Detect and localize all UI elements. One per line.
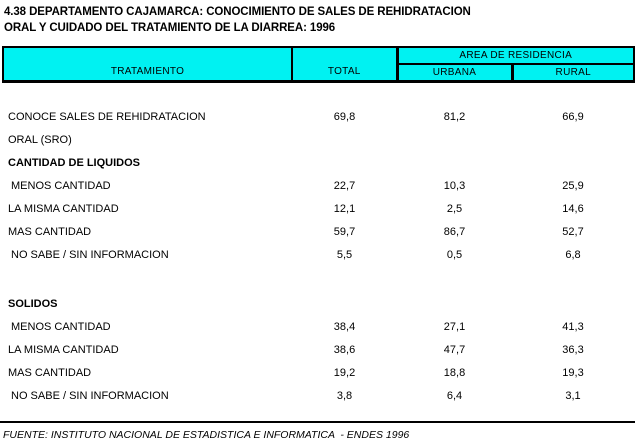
table-title: [0, 0, 635, 36]
spacer-row: [3, 267, 634, 293]
row-label: ORAL (SRO): [8, 134, 72, 147]
row-label: CONOCE SALES DE REHIDRATACION: [8, 111, 206, 124]
value-urbana: 27,1: [443, 321, 466, 334]
value-rural: 3,1: [565, 390, 581, 403]
value-urbana: 10,3: [443, 180, 466, 193]
value-rural: 25,9: [562, 180, 584, 193]
row-label: CANTIDAD DE LIQUIDOS: [8, 157, 140, 170]
table-row: [3, 221, 634, 244]
value-urbana: [397, 152, 512, 175]
value-rural: 14,6: [562, 203, 584, 216]
spacer-cell: [3, 267, 634, 293]
value-total: [292, 129, 397, 152]
column-header-total: TOTAL: [292, 47, 397, 82]
value-urbana: 86,7: [443, 226, 466, 239]
table-row: [3, 293, 634, 316]
table-row: [3, 152, 634, 175]
value-rural: [512, 293, 634, 316]
column-header-area-de-residencia: AREA DE RESIDENCIA: [397, 47, 634, 64]
value-rural: 41,3: [562, 321, 584, 334]
value-total: 38,4: [333, 321, 356, 334]
statistics-table: [2, 46, 635, 408]
value-total: 12,1: [333, 203, 356, 216]
value-urbana: 18,8: [443, 367, 466, 380]
value-rural: [512, 129, 634, 152]
table-header: [3, 47, 634, 82]
value-total: 3,8: [336, 390, 353, 403]
row-label: MAS CANTIDAD: [8, 367, 92, 380]
source-note: FUENTE: INSTITUTO NACIONAL DE ESTADISTICA E INFORMATICA - ENDES 1996: [0, 421, 635, 441]
header-row-top: [3, 47, 634, 64]
value-total: [292, 293, 397, 316]
table-row: [3, 198, 634, 221]
value-total: 5,5: [336, 249, 353, 262]
spacer-cell: [3, 82, 634, 106]
table-row: [3, 106, 634, 129]
value-total: 59,7: [333, 226, 356, 239]
column-header-rural: RURAL: [512, 64, 634, 82]
value-total: 19,2: [333, 367, 356, 380]
table-row: [3, 385, 634, 408]
spacer-row: [3, 82, 634, 106]
table-row: [3, 129, 634, 152]
table-title-line2: ORAL Y CUIDADO DEL TRATAMIENTO DE LA DIARREA: 1996: [4, 21, 336, 34]
table-row: [3, 244, 634, 267]
table-row: [3, 316, 634, 339]
value-rural: 6,8: [565, 249, 581, 262]
row-label: MAS CANTIDAD: [8, 226, 92, 239]
table-row: [3, 175, 634, 198]
row-label: MENOS CANTIDAD: [11, 321, 111, 334]
value-urbana: 81,2: [443, 111, 466, 124]
value-rural: 36,3: [562, 344, 584, 357]
row-label: NO SABE / SIN INFORMACION: [11, 249, 169, 262]
row-label: SOLIDOS: [8, 298, 58, 311]
table-body: [3, 82, 634, 408]
value-total: [292, 152, 397, 175]
value-rural: [512, 152, 634, 175]
table-title-line1: 4.38 DEPARTAMENTO CAJAMARCA: CONOCIMIENTO DE SALES DE REHIDRATACION: [4, 6, 471, 18]
column-header-tratamiento: TRATAMIENTO: [3, 47, 292, 82]
value-urbana: 6,4: [446, 390, 463, 403]
column-header-urbana: URBANA: [397, 64, 512, 82]
value-rural: 19,3: [562, 367, 584, 380]
value-urbana: [397, 129, 512, 152]
row-label: LA MISMA CANTIDAD: [8, 344, 119, 357]
value-total: 38,6: [333, 344, 356, 357]
value-urbana: 0,5: [446, 249, 463, 262]
row-label: MENOS CANTIDAD: [11, 180, 111, 193]
value-total: 22,7: [333, 180, 356, 193]
value-urbana: [397, 293, 512, 316]
value-total: 69,8: [333, 111, 356, 124]
row-label: NO SABE / SIN INFORMACION: [11, 390, 169, 403]
row-label: LA MISMA CANTIDAD: [8, 203, 119, 216]
value-rural: 52,7: [562, 226, 584, 239]
table-row: [3, 339, 634, 362]
value-rural: 66,9: [562, 111, 584, 124]
value-urbana: 47,7: [443, 344, 466, 357]
table-row: [3, 362, 634, 385]
value-urbana: 2,5: [446, 203, 463, 216]
